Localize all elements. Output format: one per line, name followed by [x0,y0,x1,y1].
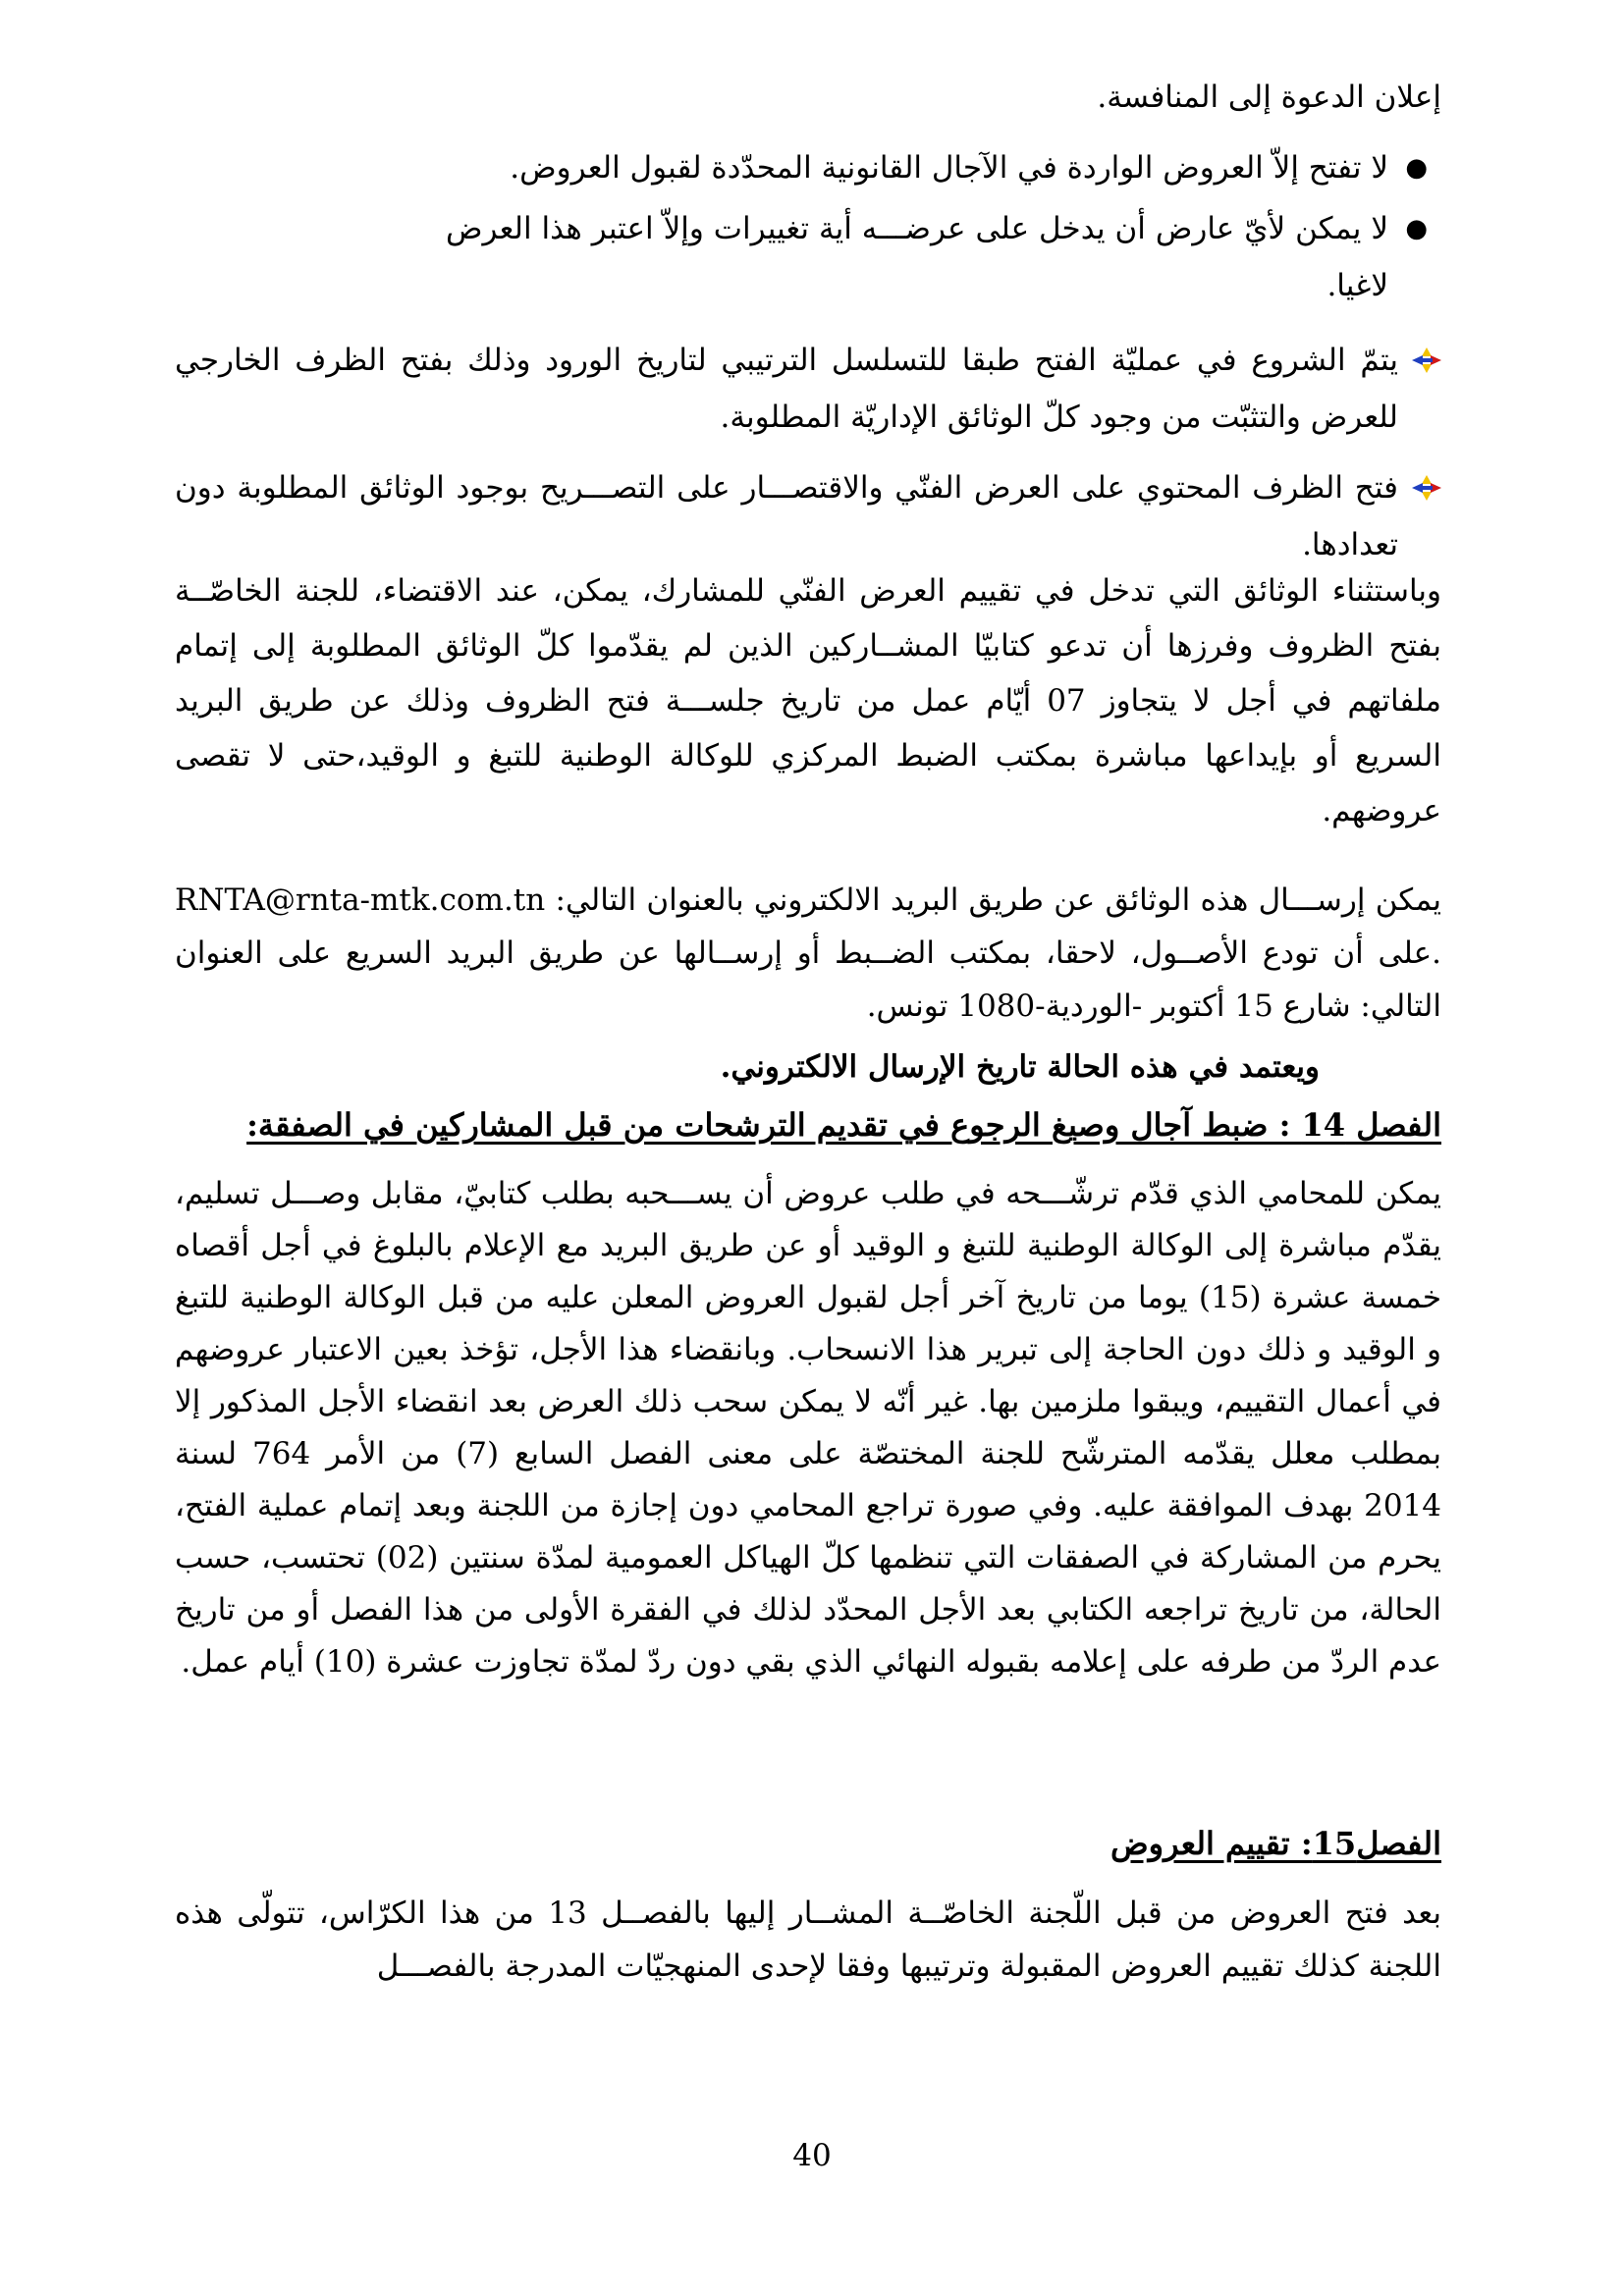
arrow-item-text: يتمّ الشروع في عمليّة الفتح طبقا للتسلسل الترتيبي لتاريخ الورود وذلك بفتح الظرف الخارجي للعرض والتثبّت من وجود كلّ الوثائق الإداريّة المطلوبة. [175,343,1398,435]
bullet-dot-icon: ● [1405,153,1428,183]
paragraph-documents: وباستثناء الوثائق التي تدخل في تقييم العرض الفنّي للمشارك، يمكن، عند الاقتضاء، للجنة الخاصّــة بفتح الظروف وفرزها أن تدعو كتابيّا المشــاركين الذين لم يقدّموا كلّ الوثائق المطلوبة إلى إتمام ملفاتهم في أجل لا يتجاوز 07 أيّام عمل من تاريخ جلســـة فتح الظروف وذلك عن طريق البريد السريع أو بإيداعها مباشرة بمكتب الضبط المركزي للوكالة الوطنية للتبغ و الوقيد،حتى لا تقصى عروضهم. [175,573,1441,828]
bold-statement: ويعتمد في هذه الحالة تاريخ الإرسال الالكتروني. [720,1049,1320,1085]
bullet-text: لا تفتح إلاّ العروض الواردة في الآجال القانونية المحدّدة لقبول العروض. [510,150,1388,186]
page-number: 40 [792,2138,832,2173]
arrow-item [175,459,1441,573]
bullet-item [446,200,1428,314]
four-arrows-icon [1412,475,1441,501]
arrow-item-text: فتح الظرف المحتوي على العرض الفنّي والاقتصـــار على التصـــريح بوجود الوثائق المطلوبة دون تعدادها. [175,470,1398,562]
bullet-item [446,139,1428,196]
intro-line: إعلان الدعوة إلى المنافسة. [1097,80,1441,115]
section-heading-15 [165,1816,1441,1871]
arrow-list [175,332,1441,587]
arrow-item [175,332,1441,446]
paragraph-email: يمكن إرســـال هذه الوثائق عن طريق البريد الالكتروني بالعنوان التالي: RNTA@rnta-mtk.com.tn .على أن تودع الأصــول، لاحقا، بمكتب الضــبط أو إرســالها عن طريق البريد السريع على العنوان التالي: شارع 15 أكتوبر -الوردية-1080 تونس. [175,882,1441,1024]
paragraph-evaluation: بعد فتح العروض من قبل اللّجنة الخاصّــة المشــار إليها بالفصــل 13 من هذا الكرّاس، تتولّى هذه اللجنة كذلك تقييم العروض المقبولة وترتيبها وفقا لإحدى المنهجيّات المدرجة بالفصـــل [175,1896,1442,1984]
paragraph-withdrawal: يمكن للمحامي الذي قدّم ترشّـــحه في طلب عروض أن يســـحبه بطلب كتابيّ، مقابل وصـــل تسليم، يقدّم مباشرة إلى الوكالة الوطنية للتبغ و الوقيد أو عن طريق البريد مع الإعلام بالبلوغ في أجل أقصاه خمسة عشرة (15) يوما من تاريخ آخر أجل لقبول العروض المعلن عليه من قبل الوكالة الوطنية للتبغ و الوقيد و ذلك دون الحاجة إلى تبرير هذا الانسحاب. وبانقضاء هذا الأجل، تؤخذ بعين الاعتبار عروضهم في أعمال التقييم، ويبقوا ملزمين بها. غير أنّه لا يمكن سحب ذلك العرض بعد انقضاء الأجل المذكور إلا بمطلب معلل يقدّمه المترشّح للجنة المختصّة على معنى الفصل السابع (7) من الأمر 764 لسنة 2014 بهدف الموافقة عليه. وفي صورة تراجع المحامي دون إجازة من اللجنة وبعد إتمام عملية الفتح، يحرم من المشاركة في الصفقات التي تنظمها كلّ الهياكل العمومية لمدّة سنتين (02) تحتسب، حسب الحالة، من تاريخ تراجعه الكتابي بعد الأجل المحدّد لذلك في الفقرة الأولى من هذا الفصل أو من تاريخ عدم الردّ من طرفه على إعلامه بقبوله النهائي الذي بقي دون ردّ لمدّة تجاوزت عشرة (10) أيام عمل. [175,1176,1442,1680]
bullet-text: لا يمكن لأيّ عارض أن يدخل على عرضـــه أية تغييرات وإلاّ اعتبر هذا العرض لاغيا. [446,211,1388,303]
bullet-list [446,139,1428,318]
bullet-dot-icon: ● [1405,214,1428,243]
section-heading-15-text: الفصل15: تقييم العروض [1110,1825,1441,1862]
four-arrows-icon [1412,347,1441,373]
section-heading-14 [165,1097,1441,1152]
section-heading-14-text: الفصل 14 : ضبط آجال وصيغ الرجوع في تقديم الترشحات من قبل المشاركين في الصفقة: [246,1106,1441,1144]
